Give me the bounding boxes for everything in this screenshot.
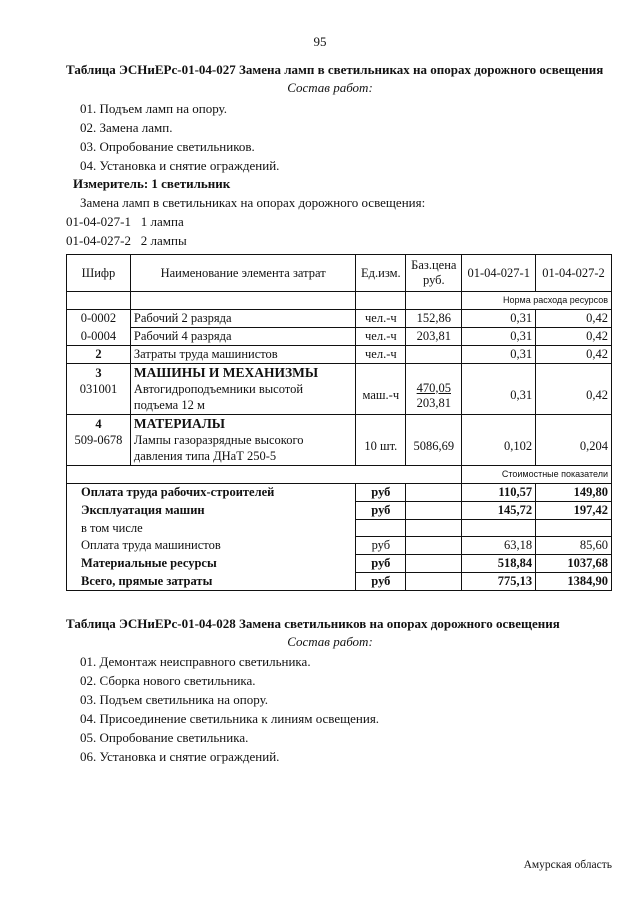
row-value-2: 0,42 [536, 346, 612, 364]
cost-label: Стоимостные показатели [462, 466, 612, 484]
cost-value-2: 1037,68 [536, 555, 612, 573]
cost-value-2: 149,80 [536, 484, 612, 502]
row-value-2: 0,42 [536, 310, 612, 328]
row-name-cont: давления типа ДНаТ 250-5 [133, 449, 277, 463]
row-unit: чел.-ч [356, 310, 406, 328]
row-name: Затраты труда машинистов [130, 346, 355, 364]
variant-desc: 1 лампа [140, 214, 184, 229]
cost-row [67, 537, 612, 555]
row-name-cont: подъема 12 м [133, 398, 205, 412]
cost-name: Всего, прямые затраты [67, 573, 356, 591]
cost-name: Материальные ресурсы [67, 555, 356, 573]
cost-value-1: 145,72 [462, 502, 536, 520]
cost-value-2: 1384,90 [536, 573, 612, 591]
cost-row [67, 520, 612, 537]
row-name: Рабочий 4 разряда [130, 328, 355, 346]
table-row [67, 328, 612, 346]
page-number: 95 [313, 34, 327, 49]
table2-subtitle: Состав работ: [287, 634, 373, 649]
cost-unit: руб [356, 573, 406, 591]
cost-unit: руб [356, 555, 406, 573]
row-unit: чел.-ч [356, 328, 406, 346]
row-code: 0-0004 [67, 328, 131, 346]
cost-value-2: 197,42 [536, 502, 612, 520]
cost-label-row [67, 466, 612, 484]
work-item: 02. Замена ламп. [80, 120, 173, 135]
row-unit: маш.-ч [356, 364, 406, 415]
row-price: 5086,69 [406, 415, 462, 466]
footer-region: Амурская область [523, 859, 612, 871]
variant-desc: 2 лампы [140, 233, 187, 248]
row-price: 203,81 [406, 328, 462, 346]
section-title: МАТЕРИАЛЫ [133, 416, 226, 431]
cost-name: Оплата труда машинистов [67, 537, 356, 555]
row-value-2: 0,42 [536, 328, 612, 346]
row-value-1: 0,102 [462, 415, 536, 466]
section-number: 3 [95, 366, 102, 380]
work-item: 02. Сборка нового светильника. [80, 673, 256, 688]
cost-value-1: 775,13 [462, 573, 536, 591]
norm-row [67, 292, 612, 310]
header-col2: 01-04-027-2 [536, 255, 612, 292]
table1-subtitle: Состав работ: [287, 80, 373, 95]
cost-unit: руб [356, 502, 406, 520]
header-name: Наименование элемента затрат [130, 255, 355, 292]
cost-unit: руб [356, 537, 406, 555]
section-row [67, 364, 612, 415]
section-content [130, 415, 355, 466]
variant-code: 01-04-027-1 [66, 214, 131, 229]
row-name: Автогидроподъемники высотой [133, 382, 304, 396]
work-item: 01. Демонтаж неисправного светильника. [80, 654, 311, 669]
row-name: Лампы газоразрядные высокого [133, 433, 304, 447]
table-row [67, 346, 612, 364]
table-header-row [67, 255, 612, 292]
variant-line [66, 214, 184, 230]
section-title: МАШИНЫ И МЕХАНИЗМЫ [133, 365, 319, 380]
cost-value-1: 518,84 [462, 555, 536, 573]
cost-row [67, 573, 612, 591]
norm-label: Норма расхода ресурсов [462, 292, 612, 310]
row-value-1: 0,31 [462, 328, 536, 346]
work-item: 03. Опробование светильников. [80, 139, 255, 154]
work-item: 04. Присоединение светильника к линиям освещения. [80, 711, 380, 726]
row-code: 509-0678 [74, 433, 123, 447]
scope-text: Замена ламп в светильниках на опорах дорожного освещения: [80, 195, 426, 210]
row-price: 152,86 [406, 310, 462, 328]
meter-label: Измеритель: 1 светильник [73, 176, 231, 191]
cost-row [67, 502, 612, 520]
row-name: Рабочий 2 разряда [130, 310, 355, 328]
cost-row [67, 484, 612, 502]
header-unit: Ед.изм. [356, 255, 406, 292]
header-col1: 01-04-027-1 [462, 255, 536, 292]
row-price [406, 364, 462, 415]
work-item: 04. Установка и снятие ограждений. [80, 158, 280, 173]
cost-name: в том числе [67, 520, 356, 537]
row-value-2: 0,204 [536, 415, 612, 466]
cost-name: Эксплуатация машин [67, 502, 356, 520]
row-code: 031001 [79, 382, 118, 396]
table1-title: Таблица ЭСНиЕРс-01-04-027 Замена ламп в светильниках на опорах дорожного освещения [66, 62, 604, 77]
cost-name: Оплата труда рабочих-строителей [67, 484, 356, 502]
price-primary: 470,05 [416, 380, 451, 395]
header-price: Баз.цена руб. [406, 255, 462, 292]
price-secondary: 203,81 [416, 395, 451, 410]
header-code: Шифр [67, 255, 131, 292]
section-code [67, 364, 131, 415]
section-row [67, 415, 612, 466]
cost-row [67, 555, 612, 573]
work-item: 01. Подъем ламп на опору. [80, 101, 227, 116]
section-code [67, 415, 131, 466]
row-value-2: 0,42 [536, 364, 612, 415]
work-item: 03. Подъем светильника на опору. [80, 692, 269, 707]
row-unit: 10 шт. [356, 415, 406, 466]
variant-line [66, 233, 187, 249]
row-value-1: 0,31 [462, 364, 536, 415]
section-number: 4 [95, 417, 102, 431]
row-code: 0-0002 [67, 310, 131, 328]
work-item: 05. Опробование светильника. [80, 730, 249, 745]
cost-value-2: 85,60 [536, 537, 612, 555]
row-unit: чел.-ч [356, 346, 406, 364]
row-value-1: 0,31 [462, 310, 536, 328]
work-item: 06. Установка и снятие ограждений. [80, 749, 280, 764]
cost-unit: руб [356, 484, 406, 502]
cost-value-1: 110,57 [462, 484, 536, 502]
table-row [67, 310, 612, 328]
table2-title: Таблица ЭСНиЕРс-01-04-028 Замена светильников на опорах дорожного освещения [66, 616, 560, 631]
variant-code: 01-04-027-2 [66, 233, 131, 248]
section-content [130, 364, 355, 415]
row-value-1: 0,31 [462, 346, 536, 364]
cost-table [66, 254, 612, 591]
row-price [406, 346, 462, 364]
cost-value-1: 63,18 [462, 537, 536, 555]
row-code: 2 [67, 346, 131, 364]
